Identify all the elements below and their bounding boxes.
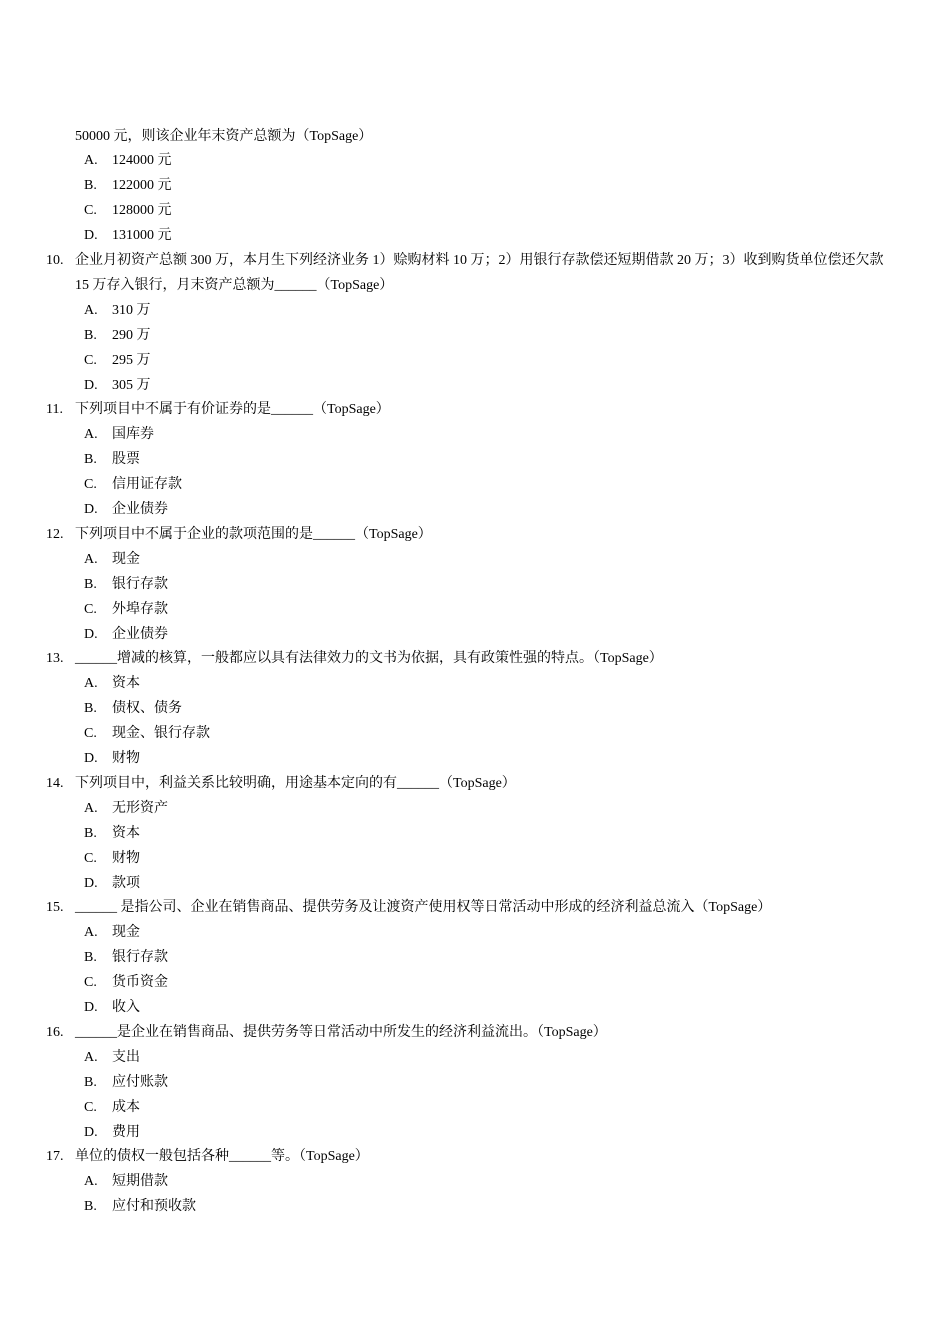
option-text: 应付和预收款	[112, 1199, 196, 1215]
option-label: D.	[84, 1124, 98, 1140]
option-text: 货币资金	[112, 975, 168, 991]
question-text: ______增减的核算，一般都应以具有法律效力的文书为依据，具有政策性强的特点。（TopSage）	[75, 651, 663, 667]
option-text: 成本	[112, 1099, 140, 1115]
option-label: A.	[84, 676, 98, 692]
option-text: 305 万	[112, 377, 151, 393]
option-text: 银行存款	[112, 576, 168, 592]
option-label: A.	[84, 1049, 98, 1065]
question-number: 15.	[46, 900, 64, 916]
option-label: C.	[84, 352, 97, 368]
option-label: C.	[84, 601, 97, 617]
option-label: A.	[84, 302, 98, 318]
option-label: B.	[84, 576, 97, 592]
option-label: B.	[84, 950, 97, 966]
option-label: C.	[84, 477, 97, 493]
option-text: 国库券	[112, 427, 154, 443]
question-number: 10.	[46, 253, 64, 268]
option-text: 费用	[112, 1124, 140, 1140]
option-text: 企业债券	[112, 502, 168, 517]
question-number: 16.	[46, 1024, 64, 1040]
option-text: 银行存款	[112, 950, 168, 966]
option-label: B.	[84, 825, 97, 841]
option-label: C.	[84, 975, 97, 991]
question-text: 下列项目中不属于有价证券的是______（TopSage）	[75, 402, 390, 418]
option-label: C.	[84, 1099, 97, 1115]
question-number: 13.	[46, 651, 64, 667]
question-text: ______ 是指公司、企业在销售商品、提供劳务及让渡资产使用权等日常活动中形成的经济利益总流入（TopSage）	[75, 900, 772, 916]
option-label: D.	[84, 751, 98, 766]
question-text: 企业月初资产总额 300 万，本月生下列经济业务 1）赊购材料 10 万；2）用银行存款偿还短期借款 20 万；3）收到购货单位偿还欠款	[75, 253, 884, 268]
option-text: 支出	[112, 1049, 140, 1065]
question-text: ______是企业在销售商品、提供劳务等日常活动中所发生的经济利益流出。（TopSage）	[75, 1024, 607, 1040]
option-label: A.	[84, 427, 98, 443]
option-label: D.	[84, 875, 98, 891]
option-text: 现金	[112, 925, 140, 941]
question-number: 12.	[46, 526, 64, 542]
option-label: B.	[84, 701, 97, 717]
question-text: 50000 元，则该企业年末资产总额为（TopSage）	[75, 128, 373, 144]
option-text: 信用证存款	[112, 477, 182, 493]
option-text: 资本	[112, 825, 140, 841]
option-text: 现金	[112, 551, 140, 567]
question-number: 11.	[46, 402, 63, 418]
question-text: 单位的债权一般包括各种______等。（TopSage）	[75, 1149, 369, 1165]
option-text: 290 万	[112, 327, 151, 343]
option-label: D.	[84, 626, 98, 642]
option-text: 310 万	[112, 302, 151, 318]
option-label: D.	[84, 502, 98, 517]
question-text: 下列项目中，利益关系比较明确，用途基本定向的有______（TopSage）	[75, 775, 516, 791]
option-label: A.	[84, 925, 98, 941]
option-text: 财物	[112, 850, 140, 866]
option-text: 资本	[112, 676, 140, 692]
option-text: 企业债券	[112, 626, 168, 642]
option-label: C.	[84, 203, 97, 219]
question-number: 14.	[46, 775, 64, 791]
option-text: 收入	[112, 1000, 140, 1015]
option-label: B.	[84, 1199, 97, 1215]
option-text: 128000 元	[112, 203, 172, 219]
option-text: 122000 元	[112, 178, 172, 194]
option-text: 现金、银行存款	[112, 726, 210, 742]
option-text: 应付账款	[112, 1074, 168, 1090]
option-label: B.	[84, 1074, 97, 1090]
option-label: D.	[84, 377, 98, 393]
option-text: 财物	[112, 751, 140, 766]
option-text: 131000 元	[112, 228, 172, 244]
option-text: 股票	[112, 452, 140, 468]
question-text: 15 万存入银行，月末资产总额为______（TopSage）	[75, 277, 394, 293]
option-label: C.	[84, 850, 97, 866]
option-label: C.	[84, 726, 97, 742]
option-text: 短期借款	[112, 1174, 168, 1190]
question-number: 17.	[46, 1149, 64, 1165]
option-label: A.	[84, 800, 98, 816]
option-text: 债权、债务	[112, 701, 182, 717]
option-label: A.	[84, 1174, 98, 1190]
option-text: 款项	[112, 875, 140, 891]
option-text: 无形资产	[112, 800, 168, 816]
option-label: D.	[84, 228, 98, 244]
option-text: 295 万	[112, 352, 151, 368]
option-label: A.	[84, 551, 98, 567]
option-text: 124000 元	[112, 153, 172, 169]
option-label: B.	[84, 178, 97, 194]
option-label: B.	[84, 327, 97, 343]
option-label: B.	[84, 452, 97, 468]
option-label: D.	[84, 1000, 98, 1015]
option-text: 外埠存款	[112, 601, 168, 617]
question-text: 下列项目中不属于企业的款项范围的是______（TopSage）	[75, 526, 432, 542]
option-label: A.	[84, 153, 98, 169]
